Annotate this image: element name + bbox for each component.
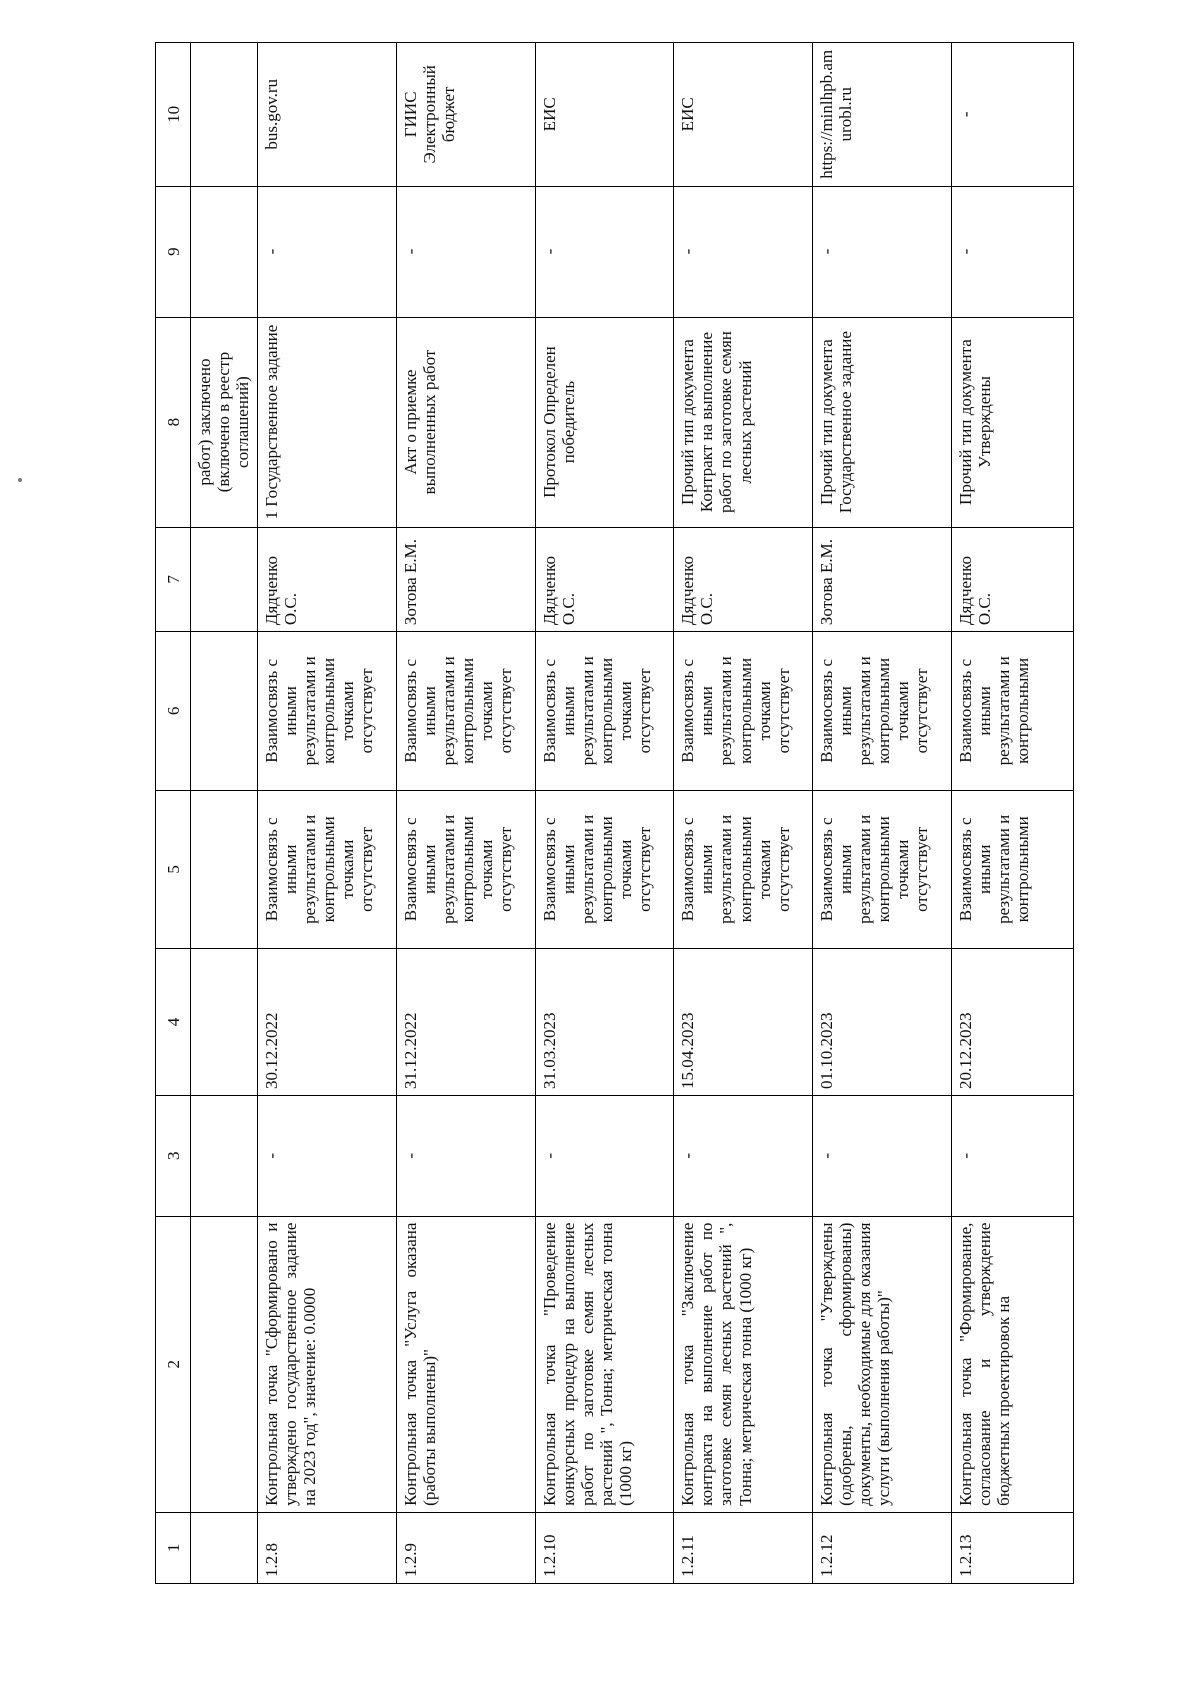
row-number-cell: 1.2.8 [257, 1512, 396, 1583]
control-point-name-cell: Контрольная точка "Заключение контракта на выполнение работ по заготовке семян лесных растений ", Тонна; метрическая тонна (1000 кг) [674, 1216, 813, 1512]
confirming-document-cell: 1 Государственное задание [257, 317, 396, 527]
empty-cell [191, 1096, 258, 1217]
info-system-cell: https://minlhpb.amurobl.ru [813, 43, 952, 187]
confirming-document-cell: Прочий тип документа Контракт на выполнение работ по заготовке семян лесных растений [674, 317, 813, 527]
confirming-document-cell: Прочий тип документа Утверждены [952, 317, 1074, 527]
row-number-cell: 1.2.11 [674, 1512, 813, 1583]
control-points-table [155, 42, 1074, 1584]
relation-previous-cell: Взаимосвязь с иными результатами и контрольными точками отсутствует [396, 790, 535, 948]
relation-previous-cell: Взаимосвязь с иными результатами и контрольными точками отсутствует [257, 790, 396, 948]
relation-previous-cell: Взаимосвязь с иными результатами и контрольными точками отсутствует [674, 790, 813, 948]
empty-cell [191, 43, 258, 187]
base-value-cell: - [952, 1096, 1074, 1217]
col-header: 1 [156, 1512, 191, 1583]
relation-next-cell: Взаимосвязь с иными результатами и контрольными точками отсутствует [674, 632, 813, 790]
responsible-person-cell: Дядченко О.С. [535, 527, 674, 631]
due-date-cell: 01.10.2023 [813, 949, 952, 1096]
info-system-cell: bus.gov.ru [257, 43, 396, 187]
base-value-cell: - [813, 1096, 952, 1217]
control-point-name-cell: Контрольная точка "Утверждены (одобрены, сформированы) документы, необходимые для оказания услуги (выполнения работы)" [813, 1216, 952, 1512]
column-number-row [156, 43, 191, 1584]
col-header: 10 [156, 43, 191, 187]
row-number-cell: 1.2.12 [813, 1512, 952, 1583]
level-cell: - [952, 186, 1074, 317]
confirming-document-cell: Протокол Определен победитель [535, 317, 674, 527]
rotated-table-container [155, 42, 1074, 1584]
level-cell: - [535, 186, 674, 317]
table-row [952, 43, 1074, 1584]
table-row [813, 43, 952, 1584]
due-date-cell: 15.04.2023 [674, 949, 813, 1096]
table-row [396, 43, 535, 1584]
col-header: 8 [156, 317, 191, 527]
info-system-cell: ЕИС [535, 43, 674, 187]
empty-cell [191, 949, 258, 1096]
relation-previous-cell: Взаимосвязь с иными результатами и контрольными точками отсутствует [813, 790, 952, 948]
row-number-cell: 1.2.10 [535, 1512, 674, 1583]
empty-cell [191, 632, 258, 790]
empty-cell [191, 186, 258, 317]
continued-text-cell: работ) заключено (включено в реестр соглашений) [191, 317, 258, 527]
info-system-cell: ГИИС Электронный бюджет [396, 43, 535, 187]
base-value-cell: - [396, 1096, 535, 1217]
control-point-name-cell: Контрольная точка "Услуга оказана (работы выполнены)" [396, 1216, 535, 1512]
col-header: 4 [156, 949, 191, 1096]
level-cell: - [813, 186, 952, 317]
relation-next-cell: Взаимосвязь с иными результатами и контрольными точками отсутствует [257, 632, 396, 790]
relation-next-cell: Взаимосвязь с иными результатами и контрольными точками отсутствует [813, 632, 952, 790]
empty-cell [191, 1216, 258, 1512]
info-system-cell: ЕИС [674, 43, 813, 187]
col-header: 9 [156, 186, 191, 317]
level-cell: - [396, 186, 535, 317]
relation-previous-cell: Взаимосвязь с иными результатами и контрольными точками отсутствует [535, 790, 674, 948]
col-header: 7 [156, 527, 191, 631]
due-date-cell: 31.03.2023 [535, 949, 674, 1096]
continuation-row [191, 43, 258, 1584]
relation-next-cell: Взаимосвязь с иными результатами и контрольными [952, 632, 1074, 790]
empty-cell [191, 1512, 258, 1583]
due-date-cell: 31.12.2022 [396, 949, 535, 1096]
level-cell: - [674, 186, 813, 317]
col-header: 2 [156, 1216, 191, 1512]
control-point-name-cell: Контрольная точка "Сформировано и утверждено государственное задание на 2023 год", значение: 0.0000 [257, 1216, 396, 1512]
col-header: 3 [156, 1096, 191, 1217]
responsible-person-cell: Дядченко О.С. [257, 527, 396, 631]
due-date-cell: 20.12.2023 [952, 949, 1074, 1096]
col-header: 6 [156, 632, 191, 790]
base-value-cell: - [535, 1096, 674, 1217]
info-system-cell: - [952, 43, 1074, 187]
control-point-name-cell: Контрольная точка "Формирование, согласование и утверждение бюджетных проектировок на [952, 1216, 1074, 1512]
table-row [535, 43, 674, 1584]
row-number-cell: 1.2.9 [396, 1512, 535, 1583]
level-cell: - [257, 186, 396, 317]
relation-previous-cell: Взаимосвязь с иными результатами и контрольными [952, 790, 1074, 948]
base-value-cell: - [674, 1096, 813, 1217]
responsible-person-cell: Зотова Е.М. [813, 527, 952, 631]
table-row [674, 43, 813, 1584]
responsible-person-cell: Дядченко О.С. [674, 527, 813, 631]
confirming-document-cell: Прочий тип документа Государственное задание [813, 317, 952, 527]
control-point-name-cell: Контрольная точка "Проведение конкурсных процедур на выполнение работ по заготовке семян лесных растений ", Тонна; метрическая тонна (1000 кг) [535, 1216, 674, 1512]
responsible-person-cell: Зотова Е.М. [396, 527, 535, 631]
confirming-document-cell: Акт о приемке выполненных работ [396, 317, 535, 527]
relation-next-cell: Взаимосвязь с иными результатами и контрольными точками отсутствует [396, 632, 535, 790]
due-date-cell: 30.12.2022 [257, 949, 396, 1096]
empty-cell [191, 790, 258, 948]
table-row [257, 43, 396, 1584]
responsible-person-cell: Дядченко О.С. [952, 527, 1074, 631]
relation-next-cell: Взаимосвязь с иными результатами и контрольными точками отсутствует [535, 632, 674, 790]
base-value-cell: - [257, 1096, 396, 1217]
empty-cell [191, 527, 258, 631]
page-frame [155, 42, 1074, 1584]
col-header: 5 [156, 790, 191, 948]
row-number-cell: 1.2.13 [952, 1512, 1074, 1583]
scan-speck [18, 478, 22, 482]
